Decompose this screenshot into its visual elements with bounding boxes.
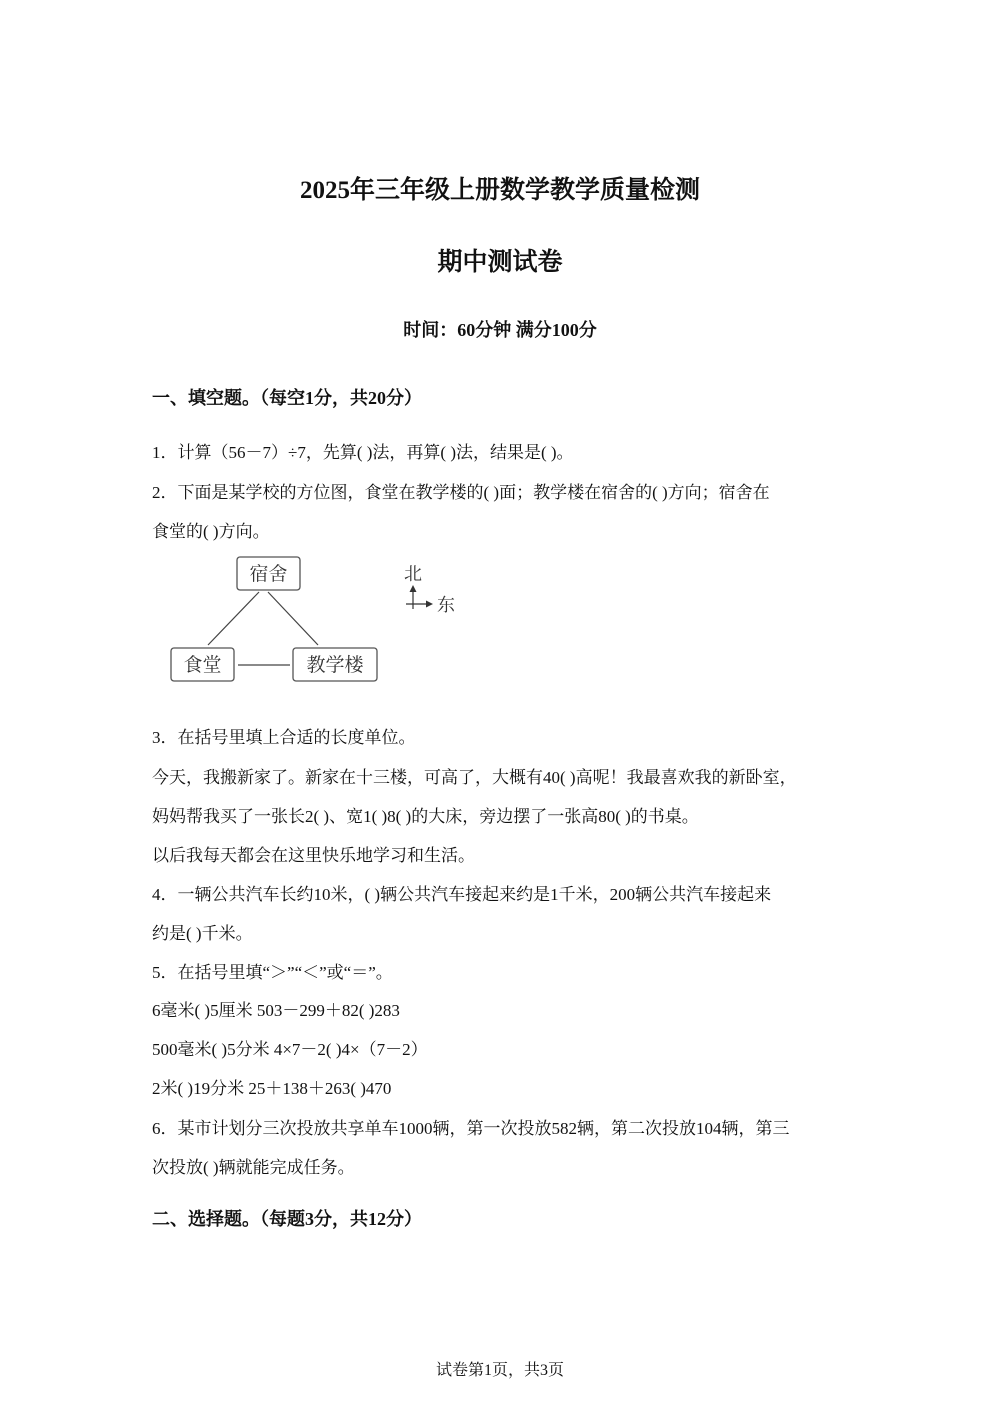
question-line: 次投放( )辆就能完成任务。: [152, 1158, 355, 1177]
canteen-label: 食堂: [183, 654, 222, 676]
school-direction-diagram: [165, 550, 475, 690]
east-label: 东: [437, 595, 455, 616]
question-line: 4．一辆公共汽车长约10米，( )辆公共汽车接起来约是1千米，200辆公共汽车接起来: [152, 885, 772, 904]
question-line: 以后我每天都会在这里快乐地学习和生活。: [152, 846, 475, 865]
teaching-building-label: 教学楼: [306, 654, 364, 676]
exam-title: 2025年三年级上册数学教学质量检测: [299, 177, 700, 204]
question-line: 6毫米( )5厘米 503－299＋82( )283: [152, 1001, 400, 1020]
path-dorm-canteen: [208, 592, 259, 645]
path-dorm-teaching: [268, 592, 318, 645]
north-label: 北: [404, 564, 422, 585]
dorm-label: 宿舍: [249, 563, 288, 585]
exam-meta: 时间：60分钟 满分100分: [403, 320, 597, 340]
question-line: 2．下面是某学校的方位图，食堂在教学楼的( )面；教学楼在宿舍的( )方向；宿舍在: [152, 483, 770, 502]
page-footer: 试卷第1页，共3页: [435, 1362, 564, 1379]
question-line: 食堂的( )方向。: [152, 522, 270, 541]
question-line: 约是( )千米。: [152, 924, 253, 943]
question-line: 今天，我搬新家了。新家在十三楼，可高了，大概有40( )高呢！我最喜欢我的新卧室，: [152, 768, 797, 787]
question-line: 500毫米( )5分米 4×7－2( )4×（7－2）: [152, 1040, 428, 1059]
section-2-heading: 二、选择题。（每题3分，共12分）: [152, 1209, 422, 1229]
exam-subtitle: 期中测试卷: [437, 249, 563, 276]
question-line: 5．在括号里填“＞”“＜”或“＝”。: [152, 963, 393, 982]
question-line: 2米( )19分米 25＋138＋263( )470: [152, 1079, 392, 1098]
question-line: 妈妈帮我买了一张长2( )、宽1( )8( )的大床，旁边摆了一张高80( )的书桌。: [152, 807, 699, 826]
question-line: 3．在括号里填上合适的长度单位。: [152, 728, 416, 747]
question-line: 1．计算（56－7）÷7，先算( )法，再算( )法，结果是( )。: [152, 443, 574, 462]
question-line: 6．某市计划分三次投放共享单车1000辆，第一次投放582辆，第二次投放104辆，第三: [152, 1119, 790, 1138]
section-1-heading: 一、填空题。（每空1分，共20分）: [152, 388, 422, 408]
